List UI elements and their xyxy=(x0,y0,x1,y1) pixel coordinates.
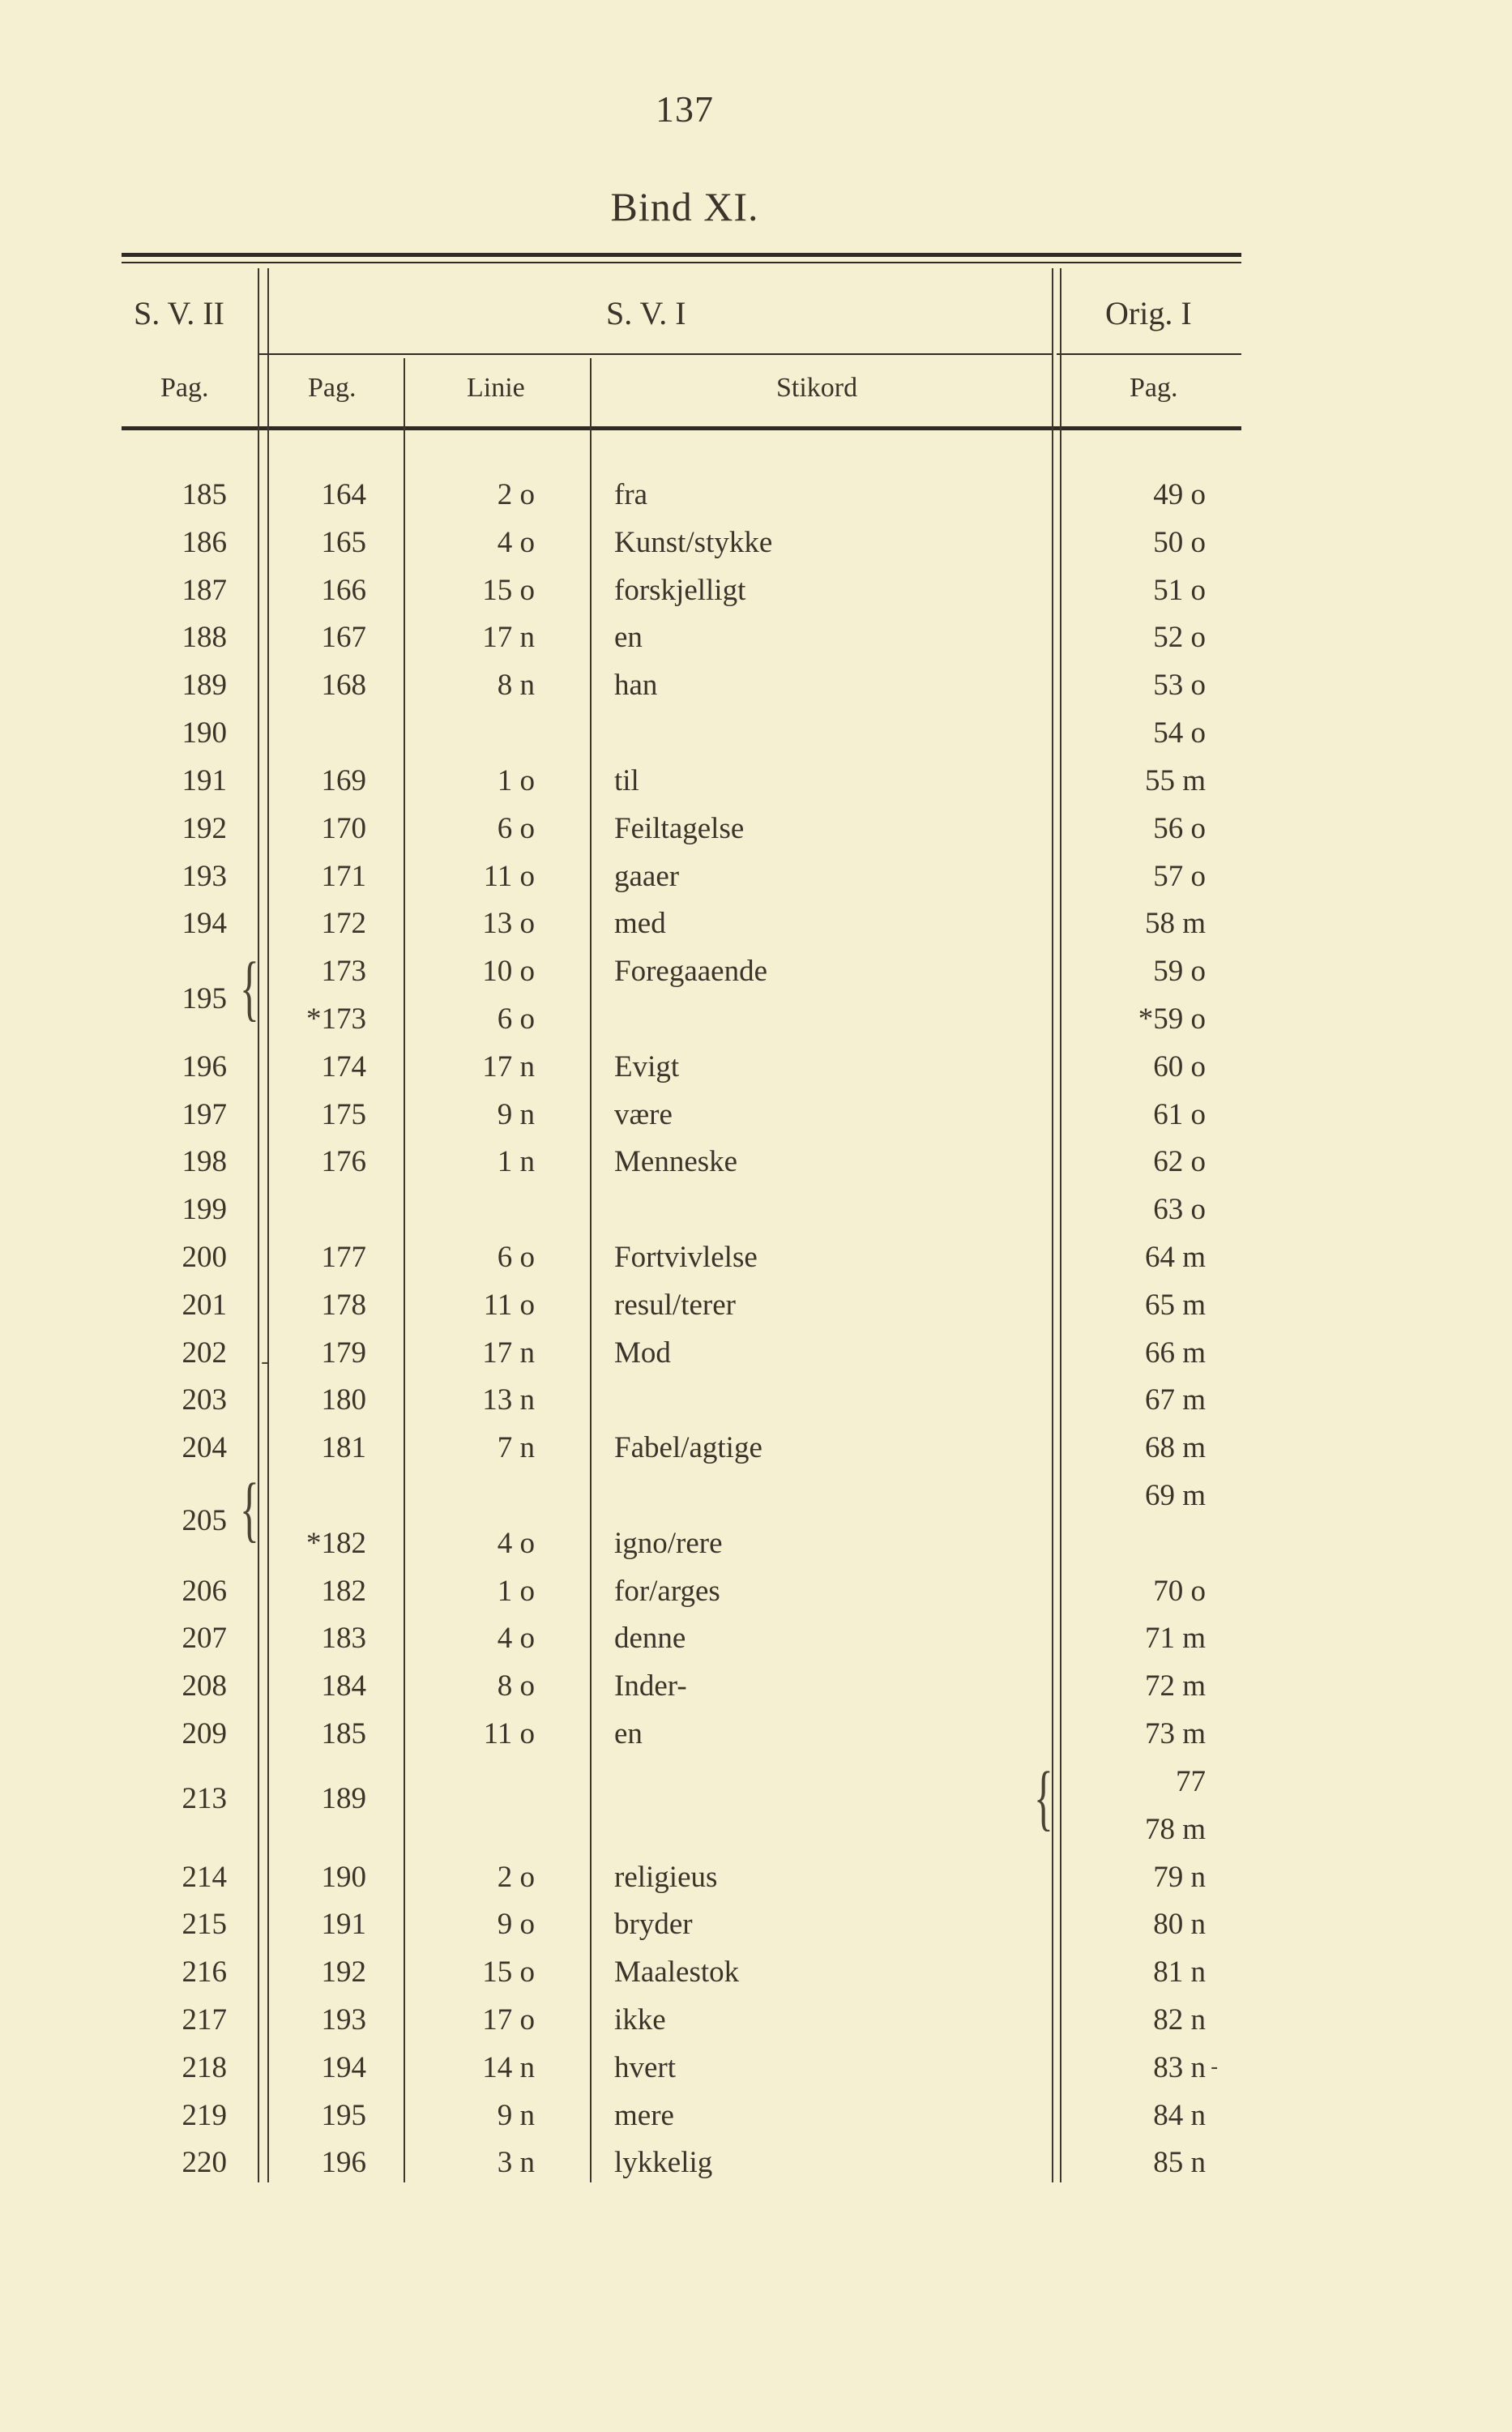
cell-linie: 4 o xyxy=(497,1622,535,1655)
cell-sv1-pag: 180 xyxy=(321,1383,366,1417)
cell-orig-pag: *59 o xyxy=(1138,1002,1206,1036)
cell-sv2-pag: 191 xyxy=(182,764,227,797)
cell-sv2-pag: 219 xyxy=(182,2099,227,2132)
group-header-divider xyxy=(259,353,1052,355)
cell-stikord: Evigt xyxy=(614,1050,680,1084)
cell-sv2-pag: 196 xyxy=(182,1050,227,1084)
cell-stikord: Maalestok xyxy=(614,1955,740,1989)
printer-mark-2: - xyxy=(1211,2055,1219,2079)
cell-linie: 4 o xyxy=(497,526,535,559)
cell-stikord: Foregaaende xyxy=(614,955,768,988)
cell-linie: 13 n xyxy=(482,1383,535,1417)
cell-stikord: en xyxy=(614,621,643,654)
cell-orig-pag: 55 m xyxy=(1144,764,1206,797)
cell-stikord: hvert xyxy=(614,2051,677,2084)
cell-linie: 8 o xyxy=(497,1669,535,1703)
table-row xyxy=(0,472,1512,519)
table-row xyxy=(0,519,1512,566)
cell-orig-pag: 84 n xyxy=(1153,2099,1206,2132)
cell-linie: 11 o xyxy=(483,1717,535,1750)
cell-orig-pag: 83 n xyxy=(1153,2051,1206,2084)
cell-sv2-pag: 207 xyxy=(182,1622,227,1655)
cell-sv2-pag: 192 xyxy=(182,812,227,845)
table-row xyxy=(0,1092,1512,1139)
cell-stikord: denne xyxy=(614,1622,686,1655)
cell-sv1-pag: 194 xyxy=(321,2051,366,2084)
cell-sv2-pag: 217 xyxy=(182,2003,227,2037)
cell-sv2-pag: 190 xyxy=(182,716,227,750)
cell-orig-pag: 57 o xyxy=(1153,860,1206,893)
cell-sv2-pag: 218 xyxy=(182,2051,227,2084)
cell-sv2-pag: 216 xyxy=(182,1955,227,1989)
cell-stikord: med xyxy=(614,907,666,940)
cell-orig-pag: 69 m xyxy=(1144,1479,1206,1512)
cell-sv1-pag: 184 xyxy=(321,1669,366,1703)
table-row xyxy=(0,853,1512,900)
cell-orig-pag: 66 m xyxy=(1144,1336,1206,1370)
cell-sv1-pag: 170 xyxy=(321,812,366,845)
cell-stikord: til xyxy=(614,764,639,797)
table-row xyxy=(0,1854,1512,1901)
cell-stikord: mere xyxy=(614,2099,674,2132)
table-row xyxy=(0,1711,1512,1758)
cell-orig-pag: 58 m xyxy=(1144,907,1206,940)
cell-linie: 7 n xyxy=(497,1431,535,1464)
cell-stikord: resul/terer xyxy=(614,1289,736,1322)
cell-orig-pag: 52 o xyxy=(1153,621,1206,654)
table-row xyxy=(0,662,1512,709)
cell-orig-pag: 49 o xyxy=(1153,478,1206,511)
cell-sv2-pag: 201 xyxy=(182,1289,227,1322)
cell-orig-pag: 54 o xyxy=(1153,716,1206,750)
cell-sv1-pag: *182 xyxy=(306,1527,366,1560)
group-header-sv2: S. V. II xyxy=(134,295,224,331)
cell-sv2-pag: 204 xyxy=(182,1431,227,1464)
brace-195: { xyxy=(240,948,259,1028)
cell-orig-pag: 72 m xyxy=(1144,1669,1206,1703)
cell-sv2-pag: 194 xyxy=(182,907,227,940)
cell-stikord: han xyxy=(614,669,658,702)
table-row xyxy=(0,2045,1512,2092)
cell-sv1-pag: 179 xyxy=(321,1336,366,1370)
table-row xyxy=(0,2092,1512,2139)
cell-linie: 17 o xyxy=(482,2003,535,2037)
table-row xyxy=(0,567,1512,614)
cell-orig-pag: 64 m xyxy=(1144,1241,1206,1274)
printer-mark: - xyxy=(261,1350,269,1374)
cell-stikord: ikke xyxy=(614,2003,666,2037)
cell-stikord: religieus xyxy=(614,1861,718,1894)
table-row xyxy=(0,1377,1512,1424)
group-header-orig1: Orig. I xyxy=(1105,295,1192,331)
table-row xyxy=(0,900,1512,947)
cell-linie: 9 n xyxy=(497,2099,535,2132)
column-header-pag-sv1: Pag. xyxy=(308,373,357,403)
cell-orig-pag: 50 o xyxy=(1153,526,1206,559)
cell-orig-pag: 81 n xyxy=(1153,1955,1206,1989)
cell-sv1-pag: *173 xyxy=(306,1002,366,1036)
cell-orig-pag: 77 xyxy=(1176,1765,1206,1798)
table-row xyxy=(0,1901,1512,1948)
cell-stikord: igno/rere xyxy=(614,1527,723,1560)
cell-linie: 11 o xyxy=(483,1289,535,1322)
group-header-sv1: S. V. I xyxy=(606,295,686,331)
cell-sv2-pag: 215 xyxy=(182,1908,227,1941)
cell-sv1-pag: 177 xyxy=(321,1241,366,1274)
cell-sv1-pag: 169 xyxy=(321,764,366,797)
column-header-pag-orig: Pag. xyxy=(1130,373,1178,403)
table-row xyxy=(0,806,1512,853)
cell-stikord: for/arges xyxy=(614,1575,720,1608)
table-row xyxy=(0,1568,1512,1615)
cell-linie: 2 o xyxy=(497,478,535,511)
cell-sv1-pag: 168 xyxy=(321,669,366,702)
page-number: 137 xyxy=(656,88,714,130)
cell-stikord: Feiltagelse xyxy=(614,812,745,845)
brace-205: { xyxy=(240,1469,259,1549)
grouped-pag-213: 189 xyxy=(321,1782,366,1815)
cell-orig-pag: 82 n xyxy=(1153,2003,1206,2037)
column-header-linie: Linie xyxy=(467,373,525,403)
cell-sv2-pag: 214 xyxy=(182,1861,227,1894)
brace-213: { xyxy=(1034,1758,1053,1838)
table-row xyxy=(0,758,1512,805)
cell-sv2-pag: 206 xyxy=(182,1575,227,1608)
table-row xyxy=(0,1663,1512,1710)
cell-sv1-pag: 190 xyxy=(321,1861,366,1894)
grouped-sv2-205: 205 xyxy=(182,1504,227,1537)
cell-linie: 1 n xyxy=(497,1145,535,1178)
cell-sv2-pag: 198 xyxy=(182,1145,227,1178)
cell-linie: 6 o xyxy=(497,1002,535,1036)
cell-orig-pag: 65 m xyxy=(1144,1289,1206,1322)
cell-linie: 2 o xyxy=(497,1861,535,1894)
table-row xyxy=(0,1330,1512,1377)
grouped-sv2-195: 195 xyxy=(182,982,227,1015)
cell-orig-pag: 80 n xyxy=(1153,1908,1206,1941)
cell-sv1-pag: 175 xyxy=(321,1098,366,1131)
cell-linie: 9 n xyxy=(497,1098,535,1131)
cell-sv1-pag: 176 xyxy=(321,1145,366,1178)
cell-stikord: bryder xyxy=(614,1908,693,1941)
cell-linie: 15 o xyxy=(482,574,535,607)
cell-stikord: Menneske xyxy=(614,1145,738,1178)
cell-linie: 3 n xyxy=(497,2146,535,2179)
table-row xyxy=(0,2139,1512,2186)
cell-linie: 1 o xyxy=(497,1575,535,1608)
cell-sv2-pag: 188 xyxy=(182,621,227,654)
cell-sv2-pag: 199 xyxy=(182,1193,227,1226)
cell-stikord: Fortvivlelse xyxy=(614,1241,758,1274)
cell-sv1-pag: 182 xyxy=(321,1575,366,1608)
cell-stikord: forskjelligt xyxy=(614,574,746,607)
cell-linie: 17 n xyxy=(482,621,535,654)
top-rule-thin xyxy=(122,262,1241,263)
column-header-stikord: Stikord xyxy=(776,373,858,403)
cell-orig-pag: 59 o xyxy=(1153,955,1206,988)
table-row xyxy=(0,1186,1512,1233)
cell-orig-pag: 53 o xyxy=(1153,669,1206,702)
cell-linie: 9 o xyxy=(497,1908,535,1941)
cell-orig-pag: 67 m xyxy=(1144,1383,1206,1417)
cell-orig-pag: 73 m xyxy=(1144,1717,1206,1750)
cell-linie: 14 n xyxy=(482,2051,535,2084)
cell-sv1-pag: 167 xyxy=(321,621,366,654)
cell-orig-pag: 61 o xyxy=(1153,1098,1206,1131)
cell-linie: 17 n xyxy=(482,1050,535,1084)
cell-sv1-pag: 178 xyxy=(321,1289,366,1322)
cell-orig-pag: 85 n xyxy=(1153,2146,1206,2179)
column-header-pag-sv2: Pag. xyxy=(160,373,209,403)
cell-stikord: lykkelig xyxy=(614,2146,713,2179)
cell-stikord: Mod xyxy=(614,1336,671,1370)
cell-sv1-pag: 174 xyxy=(321,1050,366,1084)
table-row xyxy=(0,614,1512,661)
header-bottom-rule xyxy=(122,426,1241,430)
table-row xyxy=(0,1615,1512,1662)
cell-sv2-pag: 187 xyxy=(182,574,227,607)
cell-linie: 1 o xyxy=(497,764,535,797)
cell-sv2-pag: 220 xyxy=(182,2146,227,2179)
cell-orig-pag: 51 o xyxy=(1153,574,1206,607)
cell-sv1-pag: 173 xyxy=(321,955,366,988)
cell-linie: 10 o xyxy=(482,955,535,988)
table-row xyxy=(0,710,1512,757)
cell-linie: 6 o xyxy=(497,812,535,845)
table-row xyxy=(0,1139,1512,1186)
grouped-sv2-213: 213 xyxy=(182,1782,227,1815)
cell-sv1-pag: 164 xyxy=(321,478,366,511)
cell-sv1-pag: 193 xyxy=(321,2003,366,2037)
cell-sv1-pag: 195 xyxy=(321,2099,366,2132)
cell-orig-pag: 60 o xyxy=(1153,1050,1206,1084)
cell-sv2-pag: 208 xyxy=(182,1669,227,1703)
cell-sv2-pag: 189 xyxy=(182,669,227,702)
cell-orig-pag: 79 n xyxy=(1153,1861,1206,1894)
table-row xyxy=(0,1949,1512,1996)
cell-linie: 17 n xyxy=(482,1336,535,1370)
cell-linie: 4 o xyxy=(497,1527,535,1560)
cell-linie: 6 o xyxy=(497,1241,535,1274)
cell-sv2-pag: 209 xyxy=(182,1717,227,1750)
cell-stikord: en xyxy=(614,1717,643,1750)
cell-sv1-pag: 191 xyxy=(321,1908,366,1941)
table-row xyxy=(0,1425,1512,1472)
cell-sv1-pag: 166 xyxy=(321,574,366,607)
cell-sv2-pag: 186 xyxy=(182,526,227,559)
cell-stikord: Fabel/agtige xyxy=(614,1431,762,1464)
cell-stikord: Inder- xyxy=(614,1669,687,1703)
cell-sv2-pag: 202 xyxy=(182,1336,227,1370)
cell-sv2-pag: 200 xyxy=(182,1241,227,1274)
cell-sv2-pag: 193 xyxy=(182,860,227,893)
cell-sv1-pag: 192 xyxy=(321,1955,366,1989)
table-row xyxy=(0,1282,1512,1329)
cell-sv2-pag: 203 xyxy=(182,1383,227,1417)
cell-linie: 13 o xyxy=(482,907,535,940)
cell-sv1-pag: 183 xyxy=(321,1622,366,1655)
top-rule-thick xyxy=(122,253,1241,257)
cell-stikord: være xyxy=(614,1098,673,1131)
table-row xyxy=(0,1997,1512,2044)
cell-linie: 15 o xyxy=(482,1955,535,1989)
cell-sv1-pag: 181 xyxy=(321,1431,366,1464)
table-row xyxy=(0,1044,1512,1091)
cell-stikord: gaaer xyxy=(614,860,680,893)
cell-stikord: Kunst/stykke xyxy=(614,526,773,559)
cell-sv1-pag: 165 xyxy=(321,526,366,559)
cell-sv1-pag: 172 xyxy=(321,907,366,940)
table-row xyxy=(0,1234,1512,1281)
cell-sv1-pag: 185 xyxy=(321,1717,366,1750)
cell-linie: 11 o xyxy=(483,860,535,893)
cell-orig-pag: 70 o xyxy=(1153,1575,1206,1608)
cell-sv1-pag: 171 xyxy=(321,860,366,893)
cell-linie: 8 n xyxy=(497,669,535,702)
cell-sv2-pag: 185 xyxy=(182,478,227,511)
group-header-divider-right xyxy=(1057,353,1241,355)
volume-title: Bind XI. xyxy=(610,184,759,229)
cell-orig-pag: 56 o xyxy=(1153,812,1206,845)
cell-orig-pag: 63 o xyxy=(1153,1193,1206,1226)
cell-orig-pag: 68 m xyxy=(1144,1431,1206,1464)
cell-sv1-pag: 196 xyxy=(321,2146,366,2179)
cell-stikord: fra xyxy=(614,478,648,511)
cell-orig-pag: 78 m xyxy=(1144,1813,1206,1846)
cell-orig-pag: 71 m xyxy=(1144,1622,1206,1655)
cell-orig-pag: 62 o xyxy=(1153,1145,1206,1178)
cell-sv2-pag: 197 xyxy=(182,1098,227,1131)
